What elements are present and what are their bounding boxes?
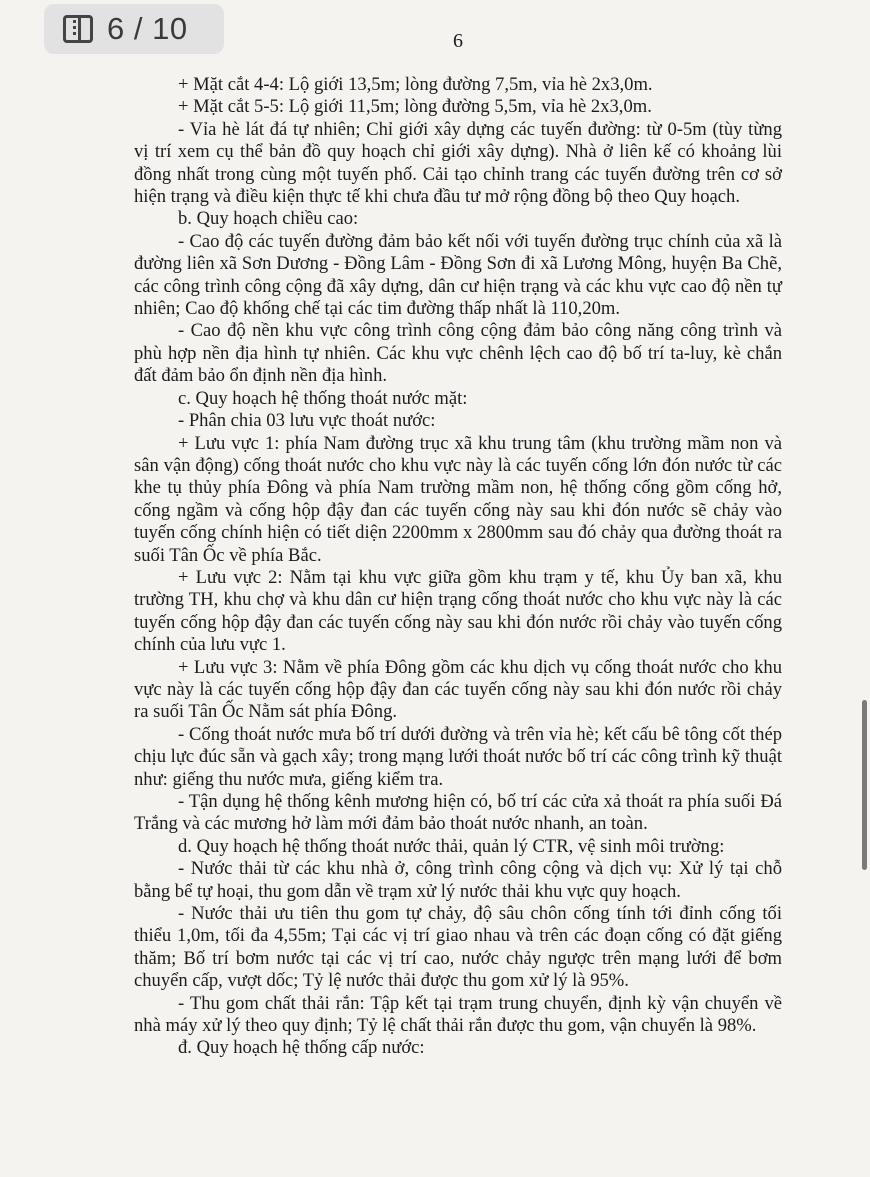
paragraph: + Lưu vực 2: Nằm tại khu vực giữa gồm khu trạm y tế, khu Ủy ban xã, khu trường TH, khu chợ và khu dân cư hiện trạng cống thoát nước cho khu vực này là các tuyến cống hộp đậy đan các tuyến cống này sau khi đón nước rồi chảy vào tuyến cống chính của lưu vực 1. xyxy=(134,566,782,656)
paragraph: - Cống thoát nước mưa bố trí dưới đường và trên vỉa hè; kết cấu bê tông cốt thép chịu lực đúc sẵn và gạch xây; trong mạng lưới thoát nước bố trí các công trình kỹ thuật như: giếng thu nước mưa, giếng kiểm tra. xyxy=(134,723,782,790)
document-body xyxy=(134,74,782,1060)
section-heading: c. Quy hoạch hệ thống thoát nước mặt: xyxy=(178,387,468,409)
paragraph: + Lưu vực 3: Nằm về phía Đông gồm các khu dịch vụ cống thoát nước cho khu vực này là các tuyến cống hộp đậy đan các tuyến cống này sau khi đón nước rồi chảy ra suối Tân Ốc Nằm sát phía Đông. xyxy=(134,656,782,723)
section-heading: đ. Quy hoạch hệ thống cấp nước: xyxy=(178,1037,425,1059)
paragraph: - Cao độ các tuyến đường đảm bảo kết nối với tuyến đường trục chính của xã là đường liên xã Sơn Dương - Đồng Lâm - Đồng Sơn đi xã Lương Mông, huyện Ba Chẽ, các công trình công cộng đã xây dựng, dân cư hiện trạng và các khu vực cao độ nền tự nhiên; Cao độ khống chế tại các tim đường thấp nhất là 110,20m. xyxy=(134,230,782,320)
paragraph: - Phân chia 03 lưu vực thoát nước: xyxy=(178,410,436,432)
scrollbar[interactable] xyxy=(862,700,867,870)
page-number: 6 xyxy=(453,30,463,52)
paragraph: - Nước thải ưu tiên thu gom tự chảy, độ sâu chôn cống tính tới đỉnh cống tối thiểu 1,0m, tối đa 4,55m; Tại các vị trí giao nhau và trên các đoạn cống có đặt giếng thăm; Bố trí bơm nước tại các vị trí cao, nước chảy ngược trên mạng lưới để bơm chuyển cấp, vượt dốc; Tỷ lệ nước thải được thu gom xử lý là 95%. xyxy=(134,903,782,992)
paragraph: + Lưu vực 1: phía Nam đường trục xã khu trung tâm (khu trường mầm non và sân vận động) cống thoát nước cho khu vực này là các tuyến cống lớn đón nước từ các khe tụ thủy phía Đông và phía Nam trường mầm non, hệ thống cống gồm cống hở, cống ngầm và cống hộp đậy đan các tuyến cống này sau khi đón nước sẽ chảy vào tuyến cống chính hiện có tiết diện 2200mm x 2800mm sau đó chảy qua đường thoát ra suối Tân Ốc về phía Bắc. xyxy=(134,432,782,566)
page-indicator-label: 6 / 10 xyxy=(107,11,188,46)
paragraph: - Thu gom chất thải rắn: Tập kết tại trạm trung chuyển, định kỳ vận chuyển về nhà máy xử lý theo quy định; Tỷ lệ chất thải rắn được thu gom, vận chuyển là 98%. xyxy=(134,992,782,1037)
paragraph: - Tận dụng hệ thống kênh mương hiện có, bố trí các cửa xả thoát ra phía suối Đá Trắng và các mương hở làm mới đảm bảo thoát nước nhanh, an toàn. xyxy=(134,791,782,835)
paragraph: - Nước thải từ các khu nhà ở, công trình công cộng và dịch vụ: Xử lý tại chỗ bằng bể tự hoại, thu gom dẫn về trạm xử lý nước thải khu vực quy hoạch. xyxy=(134,858,782,902)
section-heading: d. Quy hoạch hệ thống thoát nước thải, quản lý CTR, vệ sinh môi trường: xyxy=(178,835,725,857)
paragraph: - Vỉa hè lát đá tự nhiên; Chỉ giới xây dựng các tuyến đường: từ 0-5m (tùy từng vị trí xem cụ thể bản đồ quy hoạch chỉ giới xây dựng). Nhà ở liên kế có khoảng lùi đồng nhất trong cùng một tuyến phố. Cải tạo chỉnh trang các tuyến đường trên cơ sở hiện trạng và điều kiện thực tế khi chưa đầu tư mở rộng đồng bộ theo Quy hoạch. xyxy=(134,118,782,208)
paragraph: - Cao độ nền khu vực công trình công cộng đảm bảo công năng công trình và phù hợp nền địa hình tự nhiên. Các khu vực chênh lệch cao độ bố trí ta-luy, kè chắn đất đảm bảo ổn định nền địa hình. xyxy=(134,320,782,387)
paragraph: + Mặt cắt 5-5: Lộ giới 11,5m; lòng đường 5,5m, vỉa hè 2x3,0m. xyxy=(178,96,652,118)
paragraph: + Mặt cắt 4-4: Lộ giới 13,5m; lòng đường 7,5m, vỉa hè 2x3,0m. xyxy=(178,74,653,95)
section-heading: b. Quy hoạch chiều cao: xyxy=(178,208,359,230)
